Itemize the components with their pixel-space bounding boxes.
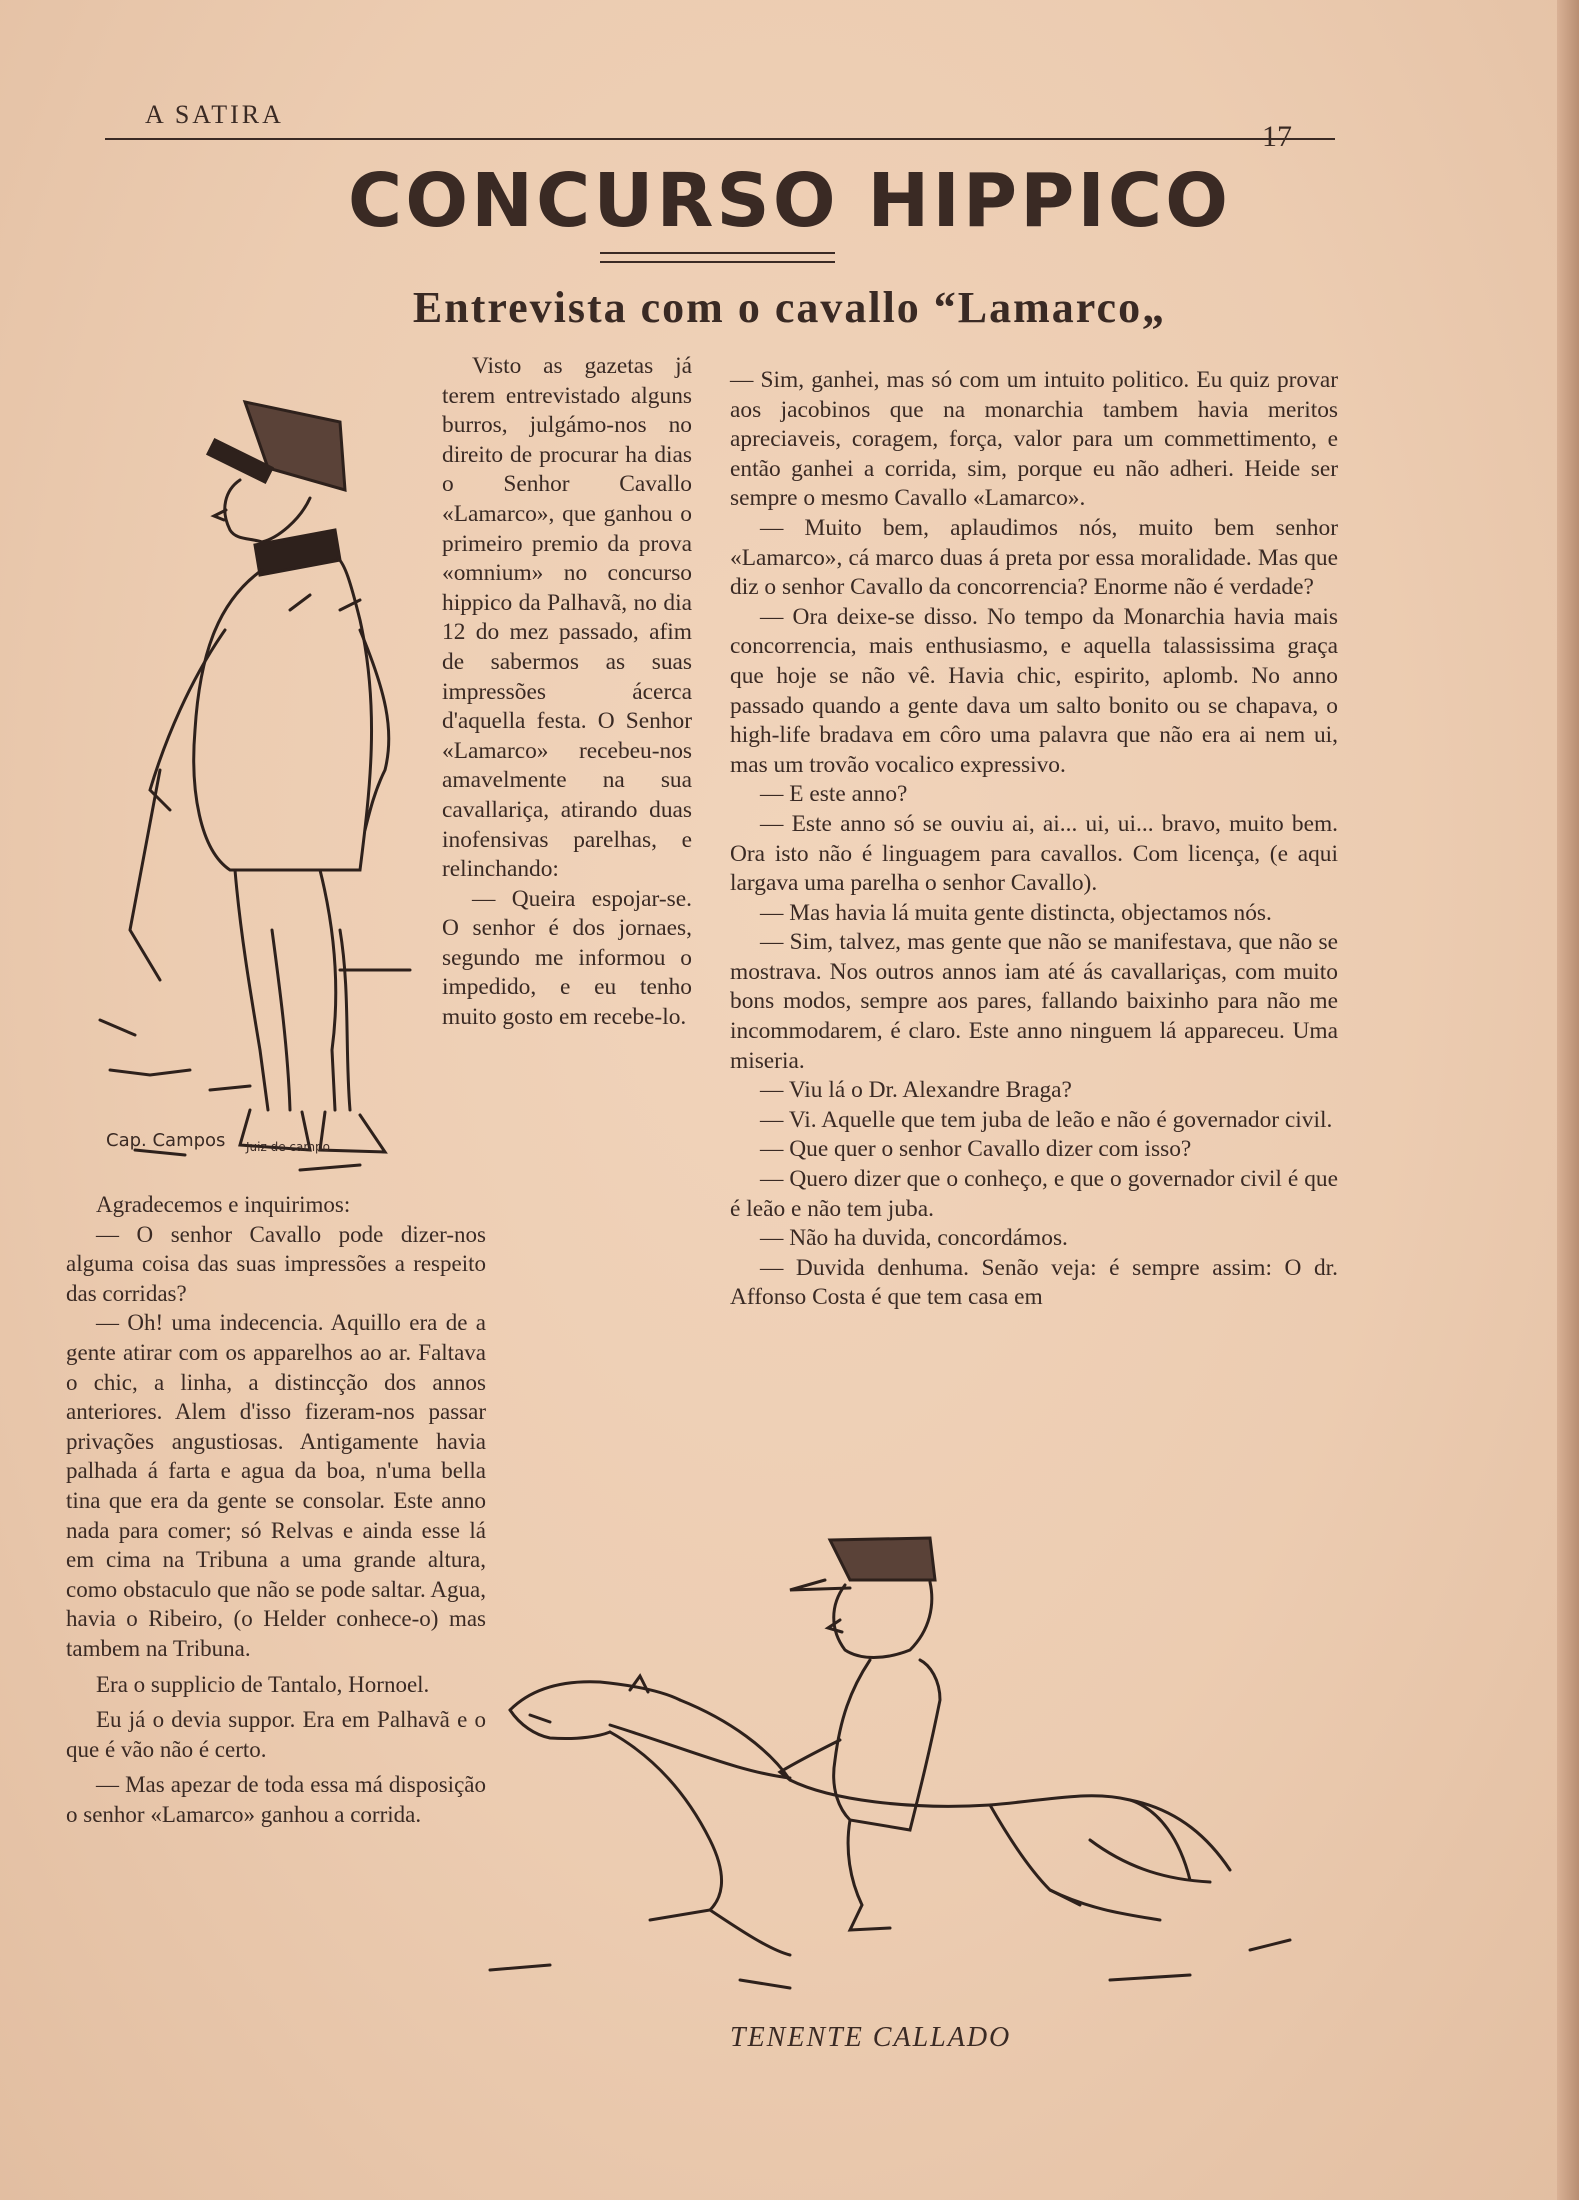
paragraph: Era o supplicio de Tantalo, Hornoel. — [96, 1671, 430, 1697]
paragraph: — Que quer o senhor Cavallo dizer com isso? — [760, 1136, 1192, 1163]
paragraph: — Sim, ganhei, mas só com um intuito politico. Eu quiz provar aos jacobinos que na monarchia tambem havia meritos apreciaveis, coragem, força, valor para um commettimento, e então ganhei a corrida, sim, porque eu não adheri. Heide ser sempre o mesmo Cavallo «Lamarco». — [730, 367, 1338, 512]
title-rule — [600, 261, 835, 263]
article-title: CONCURSO HIPPICO — [347, 158, 1232, 244]
caption-cap-campos: Cap. Campos — [106, 1130, 226, 1151]
paragraph: — Viu lá o Dr. Alexandre Braga? — [760, 1077, 1072, 1104]
paragraph: — Oh! uma indecencia. Aquillo era de a gente atirar com os apparelhos ao ar. Faltava o chic, a linha, a distincção dos annos anteriores. Alem d'isso fizeram-nos passar privações angustiosas. Antigamente havia palhada á farta e agua da boa, n'uma bella tina que era da gente se consolar. Este anno nada para comer; só Relvas e ainda esse lá em cima na Tribuna a uma grande altura, como obstaculo que não se pode saltar. Agua, havia o Ribeiro, (o Helder conhece-o) mas tambem na Tribuna. — [66, 1310, 486, 1661]
paragraph: — Mas apezar de toda essa má disposição o senhor «Lamarco» ganhou a corrida. — [66, 1772, 486, 1827]
caption-juiz-de-campo: Juiz de campo — [246, 1140, 331, 1154]
paragraph: — Não ha duvida, concordámos. — [760, 1225, 1068, 1252]
paragraph: — Sim, talvez, mas gente que não se manifestava, que não se mostrava. Nos outros annos iam até ás cavallariças, com muito bons modos, sempre aos pares, fallando baixinho para não me incommodarem, é claro. Este anno ninguem lá appareceu. Uma miseria. — [730, 929, 1338, 1074]
article-subtitle: Entrevista com o cavallo “Lamarco„ — [412, 283, 1167, 332]
left-column — [66, 1190, 486, 1829]
paragraph: — Mas havia lá muita gente distincta, objectamos nós. — [760, 899, 1272, 926]
paragraph: — Queira espojar-se. O senhor é dos jornaes, segundo me informou o impedido, e eu tenho muito gosto em recebe-lo. — [442, 885, 692, 1031]
caricature-captain-campos — [40, 370, 460, 1230]
paragraph: — Vi. Aquelle que tem juba de leão e não é governador civil. — [760, 1106, 1333, 1133]
paragraph: — Ora deixe-se disso. No tempo da Monarchia havia mais concorrencia, mais enthusiasmo, e aquella talassissima graça que hoje se não vê. Havia chic, espirito, aplomb. No anno passado quando a gente dava um salto bonito ou se chapava, o high-life bradava em côro uma palavra que não era ai nem ui, mas um trovão vocalico expressivo. — [730, 603, 1338, 778]
title-rule — [600, 252, 835, 254]
header-rule — [105, 138, 1335, 140]
paragraph: — E este anno? — [760, 781, 908, 808]
page-number: 17 — [1262, 120, 1292, 153]
paragraph: Visto as gazetas já terem entrevistado alguns burros, julgámo-nos no direito de procurar ha dias o Senhor Cavallo «Lamarco», que ganhou o primeiro premio da prova «omnium» no concurso hippico da Palhavã, no dia 12 do mez passado, afim de sabermos as suas impressões ácerca d'aquella festa. O Senhor «Lamarco» recebeu-nos amavelmente na sua cavallariça, atirando duas inofensivas parelhas, e relinchando: — [442, 353, 692, 883]
paragraph: — Duvida denhuma. Senão veja: é sempre assim: O dr. Affonso Costa é que tem casa em — [730, 1254, 1338, 1311]
right-column — [730, 366, 1338, 1313]
caricature-tenente-callado — [490, 1510, 1320, 2010]
paragraph: Agradecemos e inquirimos: — [96, 1192, 351, 1217]
paragraph: — Muito bem, aplaudimos nós, muito bem senhor «Lamarco», cá marco duas á preta por essa moralidade. Mas que diz o senhor Cavallo da concorrencia? Enorme não é verdade? — [730, 514, 1338, 601]
intro-column — [442, 352, 692, 1033]
paragraph: Eu já o devia suppor. Era em Palhavã e o que é vão não é certo. — [66, 1707, 486, 1762]
paragraph: — Este anno só se ouviu ai, ai... ui, ui... bravo, muito bem. Ora isto não é linguagem para cavallos. Com licença, (e aqui largava uma parelha o senhor Cavallo). — [730, 810, 1338, 897]
paragraph: — O senhor Cavallo pode dizer-nos alguma coisa das suas impressões a respeito das corridas? — [66, 1221, 486, 1306]
running-title: A SATIRA — [145, 100, 284, 129]
paragraph: — Quero dizer que o conheço, e que o governador civil é que é leão e não tem juba. — [730, 1166, 1338, 1222]
caption-tenente-callado: TENENTE CALLADO — [730, 2022, 1012, 2053]
